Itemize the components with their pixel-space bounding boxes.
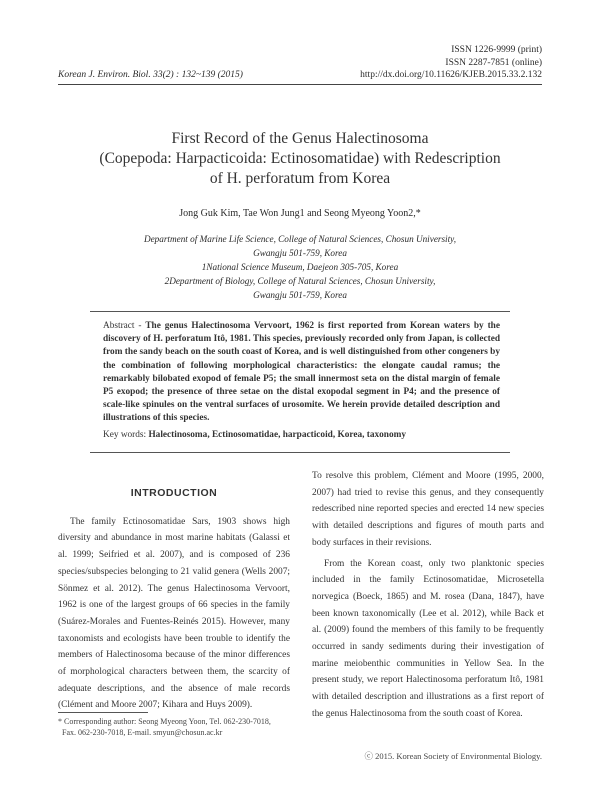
- author-list: Jong Guk Kim, Tae Won Jung1 and Seong Myeong Yoon2,*: [179, 208, 421, 219]
- abstract-label: Abstract -: [103, 321, 146, 331]
- affiliations: [60, 232, 540, 302]
- intro-paragraph-3: From the Korean coast, only two planktonic species included in the family Ectinosomatidae, Microsetella norvegica (Boeck, 1865) and M. rosea (Dana, 1847), have been known taxonomically (Lee et al. 2012), while Back et al. (2009) found the members of this family to be frequently occurred in sandy sediments during their investigation of marine meiobenthic communities in Yellow Sea. In the present study, we report Halectinosoma perforatum Itô, 1981 with detailed description and illustrations as a first report of the genus Halectinosoma from the south coast of Korea.: [312, 558, 544, 719]
- copyright-notice: ⓒ 2015. Korean Society of Environmental Biology.: [364, 751, 542, 761]
- title-line-3: of H. perforatum from Korea: [209, 170, 391, 187]
- affiliation-line: Department of Marine Life Science, College of Natural Sciences, Chosun University,: [143, 234, 457, 244]
- issn-print: ISSN 1226-9999 (print): [451, 45, 542, 55]
- article-title: [60, 129, 540, 189]
- footnote-line: Fax. 062-230-7018, E-mail. smyun@chosun.ac.kr: [62, 728, 223, 737]
- keywords-text: Halectinosoma, Ectinosomatidae, harpacticoid, Korea, taxonomy: [148, 430, 406, 440]
- affiliation-line: 2Department of Biology, College of Natural Sciences, Chosun University,: [164, 276, 436, 286]
- intro-paragraph-1: The family Ectinosomatidae Sars, 1903 shows high diversity and abundance in most marine habitats (Galassi et al. 1999; Seifried et al. 2007), and is composed of 236 species/subspecies belonging to 21 valid genera (Wells 2007; Sönmez et al. 2012). The genus Halectinosoma Vervoort, 1962 is one of the largest groups of 66 species in the family (Suárez-Morales and Fuentes-Reinés 2015). However, many taxonomists and ecologists have been trouble to identify the members of Halectinosoma because of the minor differences of morphological characters between them, the scarcity of adequate descriptions, and the absence of male records (Clément and Moore 2007; Kihara and Huys 2009).: [58, 516, 290, 711]
- keywords-label: Key words:: [103, 430, 149, 440]
- affiliation-line: Gwangju 501-759, Korea: [253, 290, 347, 300]
- issn-block: [445, 44, 542, 70]
- title-line-2: (Copepoda: Harpacticoida: Ectinosomatidae) with Redescription: [99, 150, 501, 167]
- abstract-top-rule: [90, 311, 510, 312]
- header-rule: [58, 84, 542, 85]
- right-column: [312, 468, 544, 723]
- issn-online: ISSN 2287-7851 (online): [445, 58, 542, 68]
- intro-paragraph-2: To resolve this problem, Clément and Moore (1995, 2000, 2007) had tried to revise this genus, and they consequently redescribed nine reported species and erected 14 new species with detailed descriptions and figures of mouth parts and body surfaces in their revisions.: [312, 471, 544, 548]
- footnote-line: * Corresponding author: Seong Myeong Yoon, Tel. 062-230-7018,: [58, 717, 271, 726]
- abstract: [103, 320, 500, 426]
- journal-citation: Korean J. Environ. Biol. 33(2) : 132~139 (2015): [58, 70, 243, 80]
- affiliation-line: Gwangju 501-759, Korea: [253, 248, 347, 258]
- title-line-1: First Record of the Genus Halectinosoma: [171, 130, 429, 147]
- left-column: [58, 468, 290, 714]
- corresponding-author-footnote: [58, 716, 271, 738]
- doi-link[interactable]: http://dx.doi.org/10.11626/KJEB.2015.33.2.132: [360, 70, 542, 80]
- keywords: [103, 430, 500, 440]
- affiliation-line: 1National Science Museum, Daejeon 305-705, Korea: [201, 262, 399, 272]
- running-head: [58, 70, 542, 80]
- section-heading: INTRODUCTION: [130, 487, 218, 499]
- abstract-bottom-rule: [90, 452, 510, 453]
- footnote-rule: [58, 712, 148, 713]
- abstract-text: The genus Halectinosoma Vervoort, 1962 is first reported from Korean waters by the discovery of H. perforatum Itô, 1981. This species, previously recorded only from Japan, is collected from the sandy beach on the south coast of Korea, and is well distinguished from other congeners by the combination of following morphological characteristics: the elongate caudal ramus; the remarkably bilobated exopod of female P5; the small innermost seta on the distal margin of female P5 exopod; the presence of three setae on the distal exopodal segment in P4; and the presence of scale-like spinules on the ventral surfaces of urosomite. We herein provide detailed description and illustrations of this species.: [103, 321, 500, 424]
